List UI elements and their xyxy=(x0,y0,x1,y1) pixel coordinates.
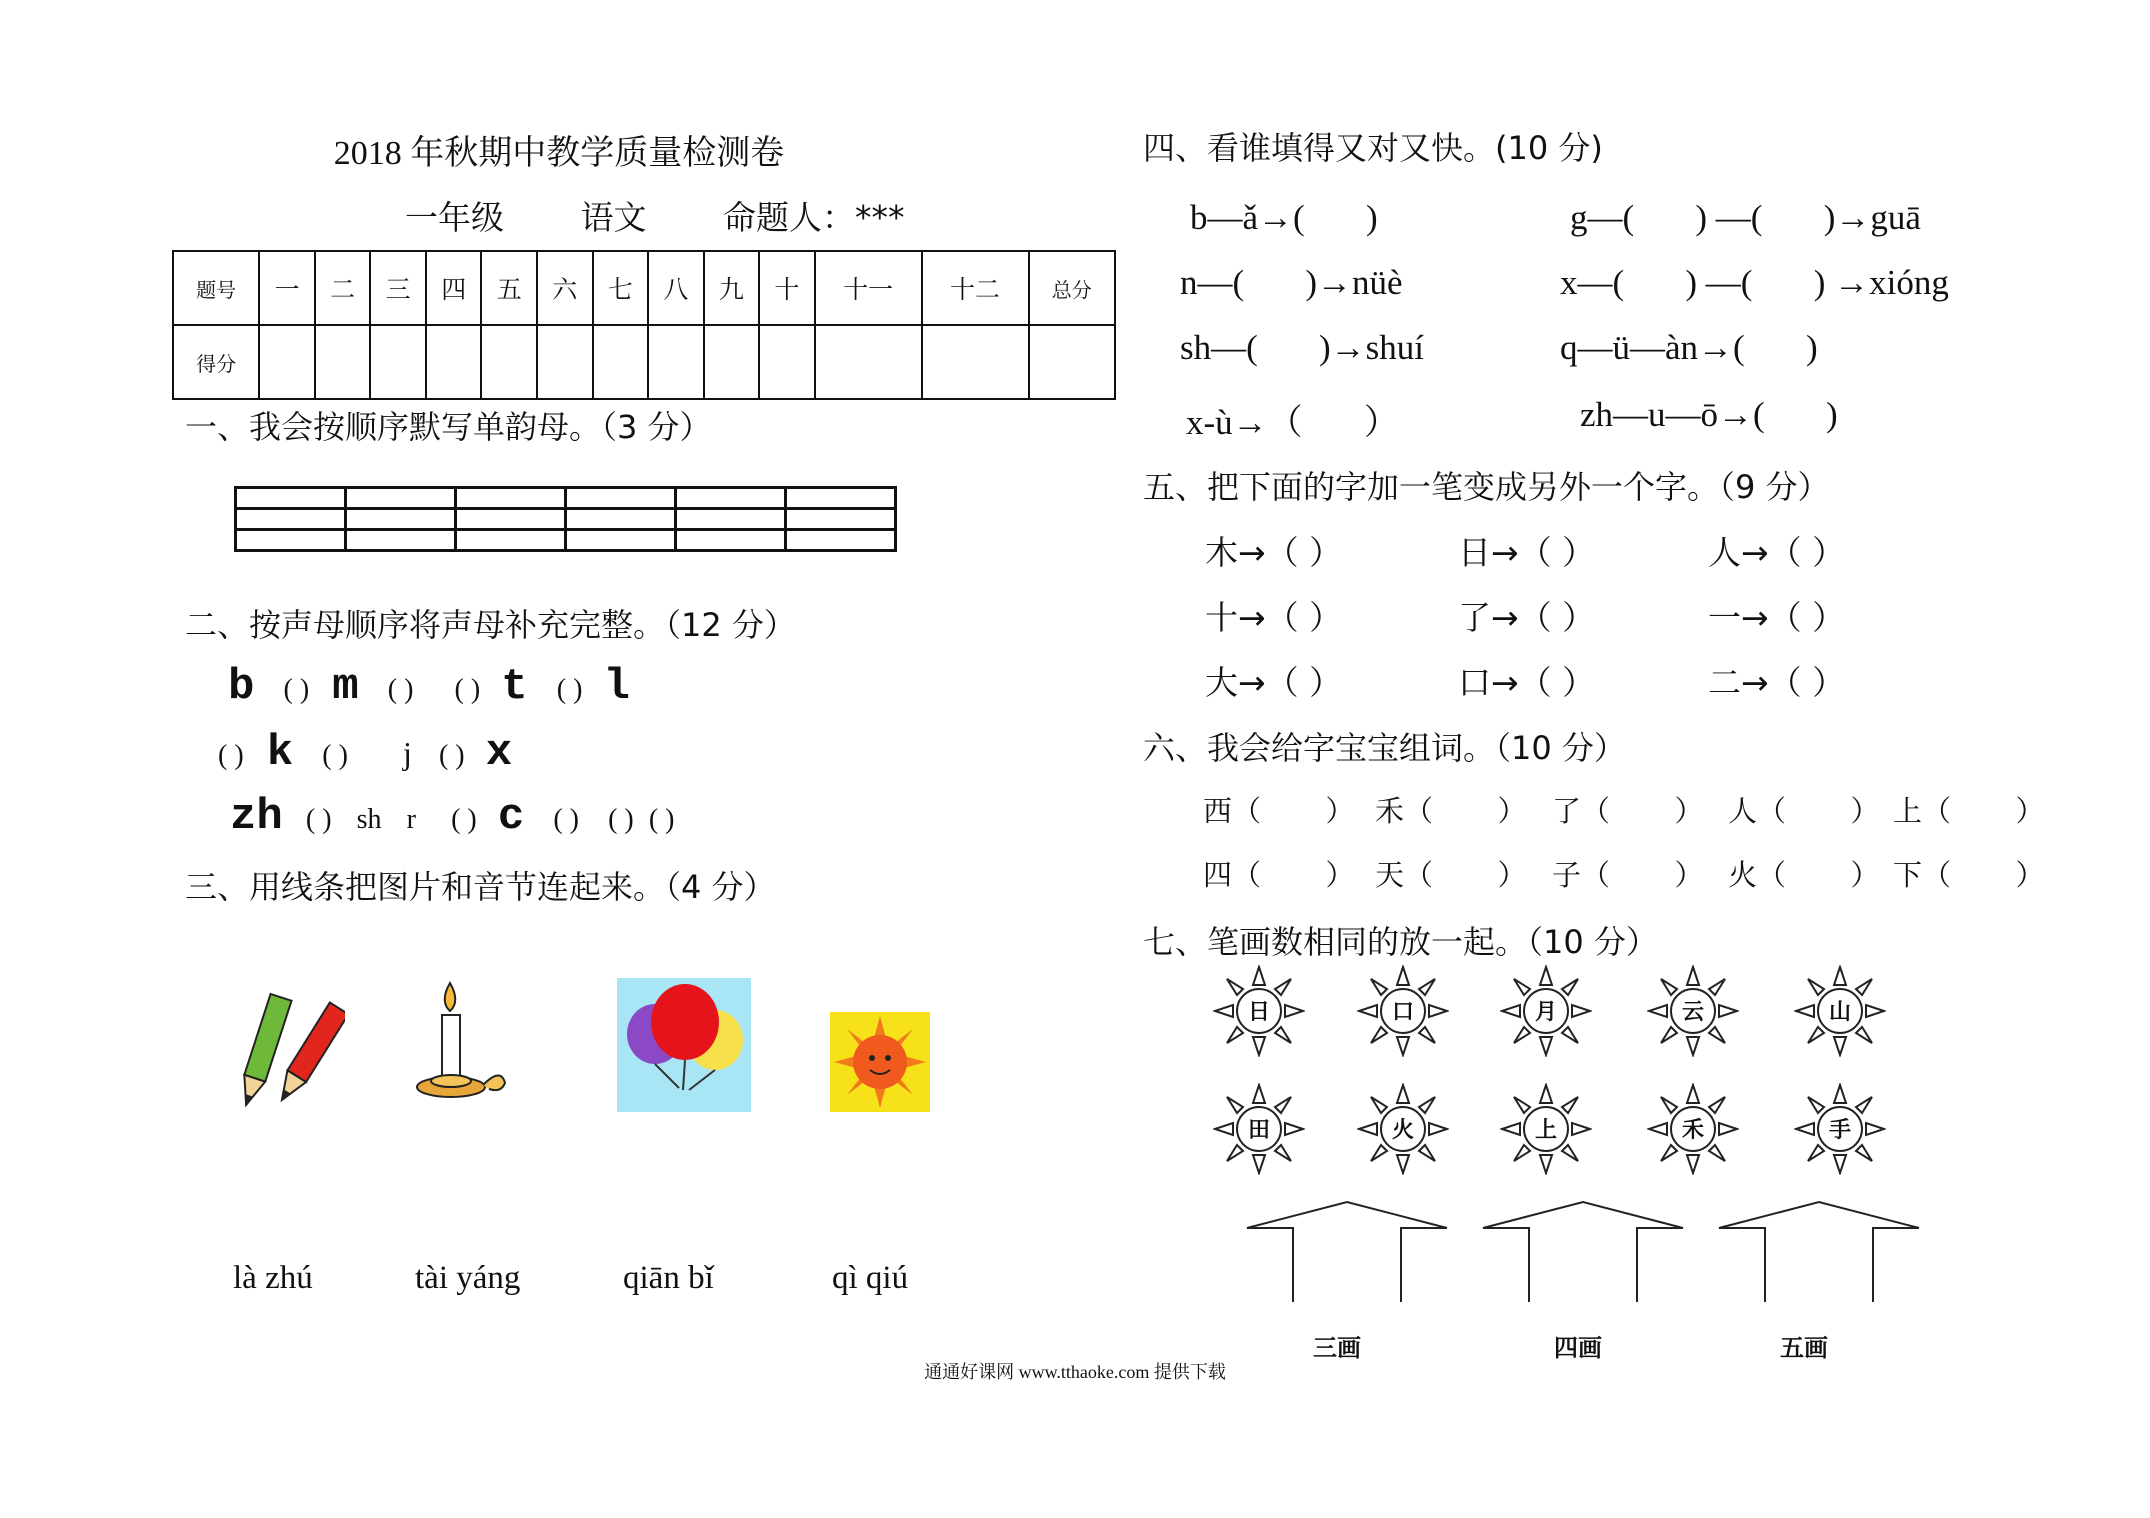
footer: 通通好课网 www.tthaoke.com 提供下载 xyxy=(924,1362,1226,1382)
blank[interactable]: ( ) xyxy=(454,674,481,705)
blank[interactable]: ( ) xyxy=(648,804,675,835)
sun-badge[interactable] xyxy=(1647,965,1739,1057)
grid-cell[interactable] xyxy=(786,509,896,530)
s6-item[interactable]: 了（ ） xyxy=(1552,794,1704,828)
score-cell: 二 xyxy=(315,251,371,325)
arrow-box-icon[interactable] xyxy=(1481,1200,1686,1305)
score-input-cell[interactable] xyxy=(593,325,649,399)
s5-item[interactable]: 一→（ ） xyxy=(1708,598,1846,637)
blank[interactable]: ( ) xyxy=(305,804,332,835)
s4-item[interactable]: zh—u—ō→( ) xyxy=(1580,395,1838,434)
sun-badge[interactable] xyxy=(1213,965,1305,1057)
blank[interactable]: ( ) xyxy=(451,804,477,835)
s4-item[interactable]: sh—( )→shuí xyxy=(1180,328,1425,367)
syllable[interactable]: qì qiú xyxy=(832,1260,909,1296)
grid-cell[interactable] xyxy=(676,488,786,509)
score-input-cell[interactable] xyxy=(259,325,315,399)
group-label: 三画 xyxy=(1313,1334,1361,1362)
s5-item[interactable]: 口→（ ） xyxy=(1458,663,1596,702)
section-2-title: 二、按声母顺序将声母补充完整。（12 分） xyxy=(185,606,796,644)
score-input-cell[interactable] xyxy=(315,325,371,399)
score-input-cell[interactable] xyxy=(922,325,1029,399)
score-row-label: 得分 xyxy=(173,325,259,399)
sun-badge[interactable] xyxy=(1500,1083,1592,1175)
grid-cell[interactable] xyxy=(786,488,896,509)
initial-letter: b xyxy=(228,662,255,712)
s2-line-2 xyxy=(218,728,512,778)
sun-badge[interactable] xyxy=(1794,1083,1886,1175)
s6-item[interactable]: 人（ ） xyxy=(1728,794,1880,828)
section-3-title: 三、用线条把图片和音节连起来。（4 分） xyxy=(185,868,776,906)
s5-item[interactable]: 人→（ ） xyxy=(1708,533,1846,572)
score-cell: 题号 xyxy=(173,251,259,325)
score-input-cell[interactable] xyxy=(1029,325,1115,399)
score-cell: 总分 xyxy=(1029,251,1115,325)
sun-char: 山 xyxy=(1828,1000,1851,1025)
syllable[interactable]: qiān bǐ xyxy=(623,1260,714,1296)
sun-badge[interactable] xyxy=(1213,1083,1305,1175)
sun-badge[interactable] xyxy=(1647,1083,1739,1175)
score-cell: 七 xyxy=(593,251,649,325)
sun-badge[interactable] xyxy=(1794,965,1886,1057)
s4-item[interactable]: n—( )→nüè xyxy=(1180,263,1403,302)
score-input-cell[interactable] xyxy=(759,325,815,399)
blank[interactable]: ( ) xyxy=(218,740,244,771)
grid-cell[interactable] xyxy=(676,530,786,551)
blank[interactable]: ( ) xyxy=(283,674,310,705)
grid-cell[interactable] xyxy=(236,509,346,530)
candle-icon[interactable] xyxy=(405,975,515,1115)
group-label: 五画 xyxy=(1780,1334,1828,1362)
score-cell: 十一 xyxy=(815,251,922,325)
initial-letter: j xyxy=(403,735,412,771)
s4-item[interactable]: q—ü—àn→( ) xyxy=(1560,328,1818,367)
section-7-title: 七、笔画数相同的放一起。（10 分） xyxy=(1143,923,1658,961)
blank[interactable]: ( ) xyxy=(608,804,634,835)
grid-cell[interactable] xyxy=(456,530,566,551)
grid-cell[interactable] xyxy=(236,488,346,509)
s5-item[interactable]: 二→（ ） xyxy=(1708,663,1846,702)
s6-item[interactable]: 禾（ ） xyxy=(1375,794,1527,828)
blank[interactable]: ( ) xyxy=(387,674,414,705)
initial-letter: l xyxy=(603,662,630,712)
grid-cell[interactable] xyxy=(346,530,456,551)
author-label: 命题人：*** xyxy=(723,198,905,237)
score-input-cell[interactable] xyxy=(704,325,760,399)
s5-item[interactable]: 十→（ ） xyxy=(1205,598,1343,637)
s5-item[interactable]: 大→（ ） xyxy=(1205,663,1343,702)
score-value-row xyxy=(173,325,1115,399)
balloons-icon[interactable] xyxy=(617,978,751,1112)
score-cell: 一 xyxy=(259,251,315,325)
initial-letter: t xyxy=(501,662,528,712)
s5-item[interactable]: 木→（ ） xyxy=(1205,533,1343,572)
initial-letter: x xyxy=(485,728,513,778)
score-cell: 十二 xyxy=(922,251,1029,325)
initial-letter: zh xyxy=(230,792,283,842)
grid-cell[interactable] xyxy=(456,488,566,509)
score-cell: 六 xyxy=(537,251,593,325)
blank[interactable]: ( ) xyxy=(556,674,583,705)
score-input-cell[interactable] xyxy=(815,325,922,399)
grid-cell[interactable] xyxy=(236,530,346,551)
blank[interactable]: ( ) xyxy=(438,740,465,771)
score-table xyxy=(172,250,1116,400)
s5-item[interactable]: 了→（ ） xyxy=(1458,598,1596,637)
grid-cell[interactable] xyxy=(566,530,676,551)
grid-cell[interactable] xyxy=(566,488,676,509)
sun-char: 云 xyxy=(1681,1000,1704,1025)
sun-icon[interactable] xyxy=(830,1012,930,1112)
sun-char: 上 xyxy=(1534,1118,1557,1143)
arrow-box-icon[interactable] xyxy=(1245,1200,1450,1305)
s2-line-3 xyxy=(230,792,674,842)
grade-label: 一年级 xyxy=(405,198,504,237)
group-label: 四画 xyxy=(1554,1334,1602,1362)
s5-item[interactable]: 日→（ ） xyxy=(1458,533,1596,572)
score-input-cell[interactable] xyxy=(481,325,537,399)
grid-cell[interactable] xyxy=(456,509,566,530)
section-1-title: 一、我会按顺序默写单韵母。（3 分） xyxy=(185,408,712,446)
pencils-icon[interactable] xyxy=(235,990,345,1115)
score-input-cell[interactable] xyxy=(537,325,593,399)
s4-item[interactable]: b—ǎ→( ) xyxy=(1190,198,1378,237)
grid-cell[interactable] xyxy=(566,509,676,530)
section-6-title: 六、我会给字宝宝组词。（10 分） xyxy=(1143,729,1626,767)
score-cell: 三 xyxy=(370,251,426,325)
sun-char: 月 xyxy=(1534,1000,1557,1025)
score-input-cell[interactable] xyxy=(648,325,704,399)
sun-char: 手 xyxy=(1828,1118,1851,1143)
sun-char: 田 xyxy=(1247,1118,1270,1143)
sun-badge[interactable] xyxy=(1357,965,1449,1057)
s6-item[interactable]: 子（ ） xyxy=(1552,858,1704,892)
score-cell: 五 xyxy=(481,251,537,325)
writing-grid xyxy=(234,486,897,552)
subtitle xyxy=(405,192,971,239)
initial-letter: m xyxy=(332,662,359,712)
arrow-box-icon[interactable] xyxy=(1717,1200,1922,1305)
grid-cell[interactable] xyxy=(346,509,456,530)
syllable[interactable]: là zhú xyxy=(233,1260,313,1296)
initial-letter: k xyxy=(266,728,294,778)
s6-item[interactable]: 四（ ） xyxy=(1203,858,1355,892)
grid-cell[interactable] xyxy=(676,509,786,530)
sun-char: 日 xyxy=(1247,1000,1270,1025)
score-cell: 九 xyxy=(704,251,760,325)
initial-letter: c xyxy=(497,792,525,842)
section-5-title: 五、把下面的字加一笔变成另外一个字。（9 分） xyxy=(1143,468,1830,506)
s6-item[interactable]: 天（ ） xyxy=(1375,858,1527,892)
s6-item[interactable]: 火（ ） xyxy=(1728,858,1880,892)
initial-letter: r xyxy=(406,804,416,835)
grid-cell[interactable] xyxy=(346,488,456,509)
sun-badge[interactable] xyxy=(1500,965,1592,1057)
s6-item[interactable]: 西（ ） xyxy=(1203,794,1355,828)
score-input-cell[interactable] xyxy=(426,325,482,399)
s4-item[interactable]: g—( ) —( )→guā xyxy=(1570,198,1921,237)
blank[interactable]: ( ) xyxy=(553,804,579,835)
sun-char: 火 xyxy=(1391,1118,1414,1143)
s4-item[interactable]: x—( ) —( ) →xióng xyxy=(1560,263,1949,302)
section-4-title: 四、看谁填得又对又快。(10 分) xyxy=(1143,129,1603,167)
s4-item[interactable]: x-ù→（ ） xyxy=(1186,403,1399,442)
s6-item[interactable]: 上（ ） xyxy=(1893,794,2045,828)
score-cell: 十 xyxy=(759,251,815,325)
score-cell: 四 xyxy=(426,251,482,325)
sun-char: 口 xyxy=(1391,1000,1414,1025)
blank[interactable]: ( ) xyxy=(322,740,348,771)
grid-cell[interactable] xyxy=(786,530,896,551)
sun-badge[interactable] xyxy=(1357,1083,1449,1175)
subject-label: 语文 xyxy=(580,198,647,237)
page-title: 2018 年秋期中教学质量检测卷 xyxy=(333,135,785,172)
sun-char: 禾 xyxy=(1681,1118,1704,1143)
s2-line-1 xyxy=(228,662,630,712)
score-input-cell[interactable] xyxy=(370,325,426,399)
s6-item[interactable]: 下（ ） xyxy=(1893,858,2045,892)
initial-letter: sh xyxy=(356,804,382,835)
score-header-row xyxy=(173,251,1115,325)
syllable[interactable]: tài yáng xyxy=(415,1260,521,1296)
score-cell: 八 xyxy=(648,251,704,325)
